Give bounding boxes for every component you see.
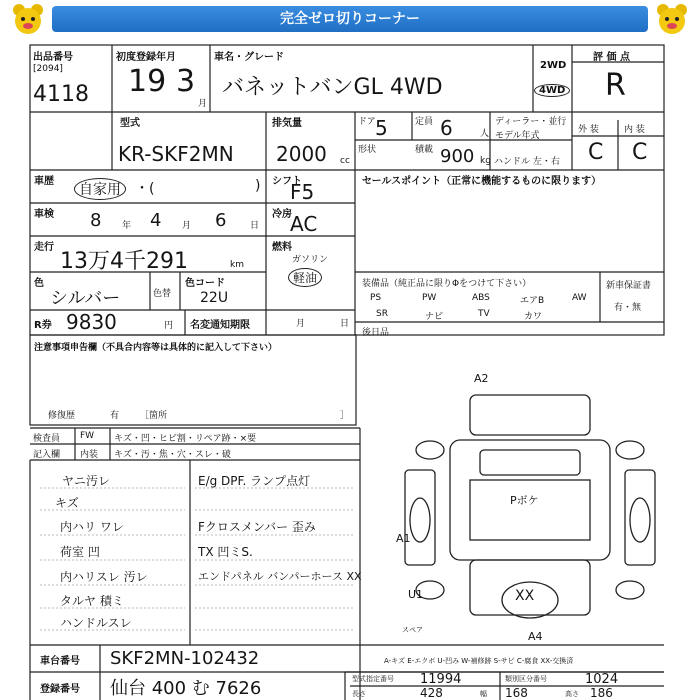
equipment-label: 装備品（純正品に限りΦをつけて下さい） xyxy=(362,279,532,289)
load-value: 900 xyxy=(440,146,475,167)
diagram-mark: Pボケ xyxy=(510,494,539,507)
height-value: 186 xyxy=(590,686,613,700)
repair-value: 有 xyxy=(110,411,120,421)
interior-label: 内 装 xyxy=(624,125,645,135)
displacement-unit: cc xyxy=(340,156,350,166)
width-value: 168 xyxy=(505,686,528,700)
mileage-value: 13万4千291 xyxy=(60,249,188,274)
capacity-value: 6 xyxy=(440,116,453,140)
equip-abs: ABS xyxy=(472,293,490,303)
ac-label: 冷房 xyxy=(272,209,292,220)
recorder-value: 内装 xyxy=(80,450,99,460)
drive-2wd: 2WD xyxy=(540,60,567,71)
grade-label: 評 価 点 xyxy=(593,52,630,63)
diagram-mark: A2 xyxy=(474,372,489,385)
first-reg-year: 19 xyxy=(128,64,167,99)
repair-suffix: ［箇所 xyxy=(140,411,168,421)
diagram-mark: XX xyxy=(515,588,535,604)
class-label: 類別区分番号 xyxy=(505,675,547,683)
load-unit: kg xyxy=(480,156,491,166)
note-left-1: ヤニ汚レ xyxy=(62,474,111,488)
cert-label: 型式指定番号 xyxy=(352,675,394,683)
color-value: シルバー xyxy=(50,288,121,309)
exterior-label: 外 装 xyxy=(578,125,599,135)
diagram-mark: スペア xyxy=(402,626,423,634)
shift-label: シフト xyxy=(272,176,302,187)
equip-leather: カワ xyxy=(524,312,543,322)
equip-aw: AW xyxy=(572,293,587,303)
equip-pw: PW xyxy=(422,293,437,303)
note-right-2: Fクロスメンバー 歪み xyxy=(198,520,316,534)
lot-number: 4118 xyxy=(33,82,89,107)
cert-value: 11994 xyxy=(420,672,462,687)
recycle-value: 9830 xyxy=(66,310,117,334)
note-left-5: 内ハリスレ 汚レ xyxy=(60,570,148,584)
inspector-items: キズ・凹・ヒビ割・リペア跡・×要 xyxy=(114,434,257,444)
displacement-label: 排気量 xyxy=(272,118,302,129)
color-label: 色 xyxy=(34,278,44,289)
reg-no-label: 登録番号 xyxy=(40,684,80,695)
lot-sub: [2094] xyxy=(33,64,63,74)
inspection-day: 6 xyxy=(215,210,227,231)
interior-value: C xyxy=(632,140,648,165)
car-name-value: バネットバンGL 4WD xyxy=(222,75,443,100)
inspection-year-unit: 年 xyxy=(122,221,132,231)
recycle-label: R券 xyxy=(34,320,52,331)
inspection-year: 8 xyxy=(90,210,102,231)
drive-4wd: 4WD xyxy=(534,84,570,97)
capacity-label: 定員 xyxy=(415,117,434,127)
width-label: 幅 xyxy=(480,690,487,698)
equip-ps: PS xyxy=(370,293,382,303)
fuel-gasoline: ガソリン xyxy=(292,255,329,265)
usage-label: 車歴 xyxy=(34,176,54,187)
first-reg-month-unit: 月 xyxy=(198,99,208,109)
length-value: 428 xyxy=(420,686,443,700)
shift-value: F5 xyxy=(290,180,315,204)
new-warranty-label: 新車保証書 xyxy=(606,281,652,291)
repair-close: ］ xyxy=(340,411,350,421)
recycle-unit: 円 xyxy=(164,321,174,331)
usage-close: ) xyxy=(255,178,261,194)
diagram-mark: U1 xyxy=(408,588,424,601)
handle-label: ハンドル 左・右 xyxy=(494,157,560,167)
note-right-3: TX 凹ミS. xyxy=(198,545,253,559)
reg-no-value: 仙台 400 む 7626 xyxy=(110,678,262,699)
note-left-4: 荷室 凹 xyxy=(60,545,100,559)
note-left-2: キズ xyxy=(55,496,79,510)
inspector-label: 検査員 xyxy=(33,434,61,444)
inspection-label: 車検 xyxy=(34,209,54,220)
usage-value: 自家用 xyxy=(74,178,126,200)
inspector-value: FW xyxy=(80,431,95,441)
note-right-4: エンドパネル バンパーホース XX xyxy=(198,570,362,583)
shape-label: 形状 xyxy=(358,145,377,155)
note-left-3: 内ハリ ワレ xyxy=(60,520,124,534)
sales-point-label: セールスポイント（正常に機能するものに限ります） xyxy=(362,176,602,187)
damage-legend: A-キズ E-エクボ U-凹み W-補修跡 S-サビ C-腐食 XX-交換済 xyxy=(384,657,574,665)
color-code-label: 色コード xyxy=(185,278,225,289)
grade-value: R xyxy=(605,68,626,103)
first-reg-month: 3 xyxy=(176,64,196,99)
doors-value: 5 xyxy=(375,116,388,140)
displacement-value: 2000 xyxy=(276,142,327,166)
color-code-value: 22U xyxy=(200,290,229,306)
inspection-day-unit: 日 xyxy=(250,221,260,231)
chassis-value: SKF2MN-102432 xyxy=(110,648,260,669)
equip-tv: TV xyxy=(478,309,490,319)
doors-label: ドア xyxy=(358,117,376,127)
repair-label: 修復歴 xyxy=(48,411,76,421)
lot-label: 出品番号 xyxy=(33,52,73,63)
name-change-label: 名変通知期限 xyxy=(190,320,250,331)
dealer-label: ディーラー・並行 xyxy=(495,117,567,127)
note-left-6: タルヤ 積ミ xyxy=(60,594,124,608)
equip-airbag: エアB xyxy=(520,296,545,306)
fuel-diesel: 軽油 xyxy=(288,268,322,287)
recorder-label: 記入欄 xyxy=(33,450,61,460)
usage-suffix: ・( xyxy=(135,181,155,197)
model-value: KR-SKF2MN xyxy=(118,142,234,166)
equip-navi: ナビ xyxy=(425,312,444,322)
class-value: 1024 xyxy=(585,672,619,687)
mileage-label: 走行 xyxy=(34,242,54,253)
page-title: 完全ゼロ切りコーナー xyxy=(52,6,648,32)
model-year-label: モデル年式 xyxy=(495,131,540,141)
name-change-month: 月 xyxy=(296,319,306,329)
fuel-label: 燃料 xyxy=(272,242,292,253)
car-name-label: 車名・グレード xyxy=(214,52,284,63)
equip-sr: SR xyxy=(376,309,388,319)
notes-label: 注意事項申告欄（不具合内容等は具体的に記入して下さい） xyxy=(34,343,278,353)
load-label: 積載 xyxy=(415,145,434,155)
inspection-month: 4 xyxy=(150,210,162,231)
post-fit-label: 後日品 xyxy=(362,328,390,338)
first-reg-label: 初度登録年月 xyxy=(116,52,176,63)
length-label: 長さ xyxy=(352,690,366,698)
recorder-items: キズ・汚・焦・穴・スレ・破 xyxy=(114,450,231,460)
note-left-7: ハンドルスレ xyxy=(60,616,132,630)
name-change-day: 日 xyxy=(340,319,350,329)
note-right-1: E/g DPF. ランプ点灯 xyxy=(198,474,311,488)
chassis-label: 車台番号 xyxy=(40,656,80,667)
diagram-mark: A1 xyxy=(396,532,411,545)
mileage-unit: km xyxy=(230,260,244,270)
model-label: 型式 xyxy=(120,118,140,129)
capacity-unit: 人 xyxy=(480,129,490,139)
ac-value: AC xyxy=(290,212,318,236)
inspection-month-unit: 月 xyxy=(182,221,192,231)
new-warranty-value: 有・無 xyxy=(614,303,642,313)
exterior-value: C xyxy=(588,140,604,165)
diagram-mark: A4 xyxy=(528,630,543,643)
height-label: 高さ xyxy=(565,690,579,698)
color-change-label: 色替 xyxy=(153,289,172,299)
